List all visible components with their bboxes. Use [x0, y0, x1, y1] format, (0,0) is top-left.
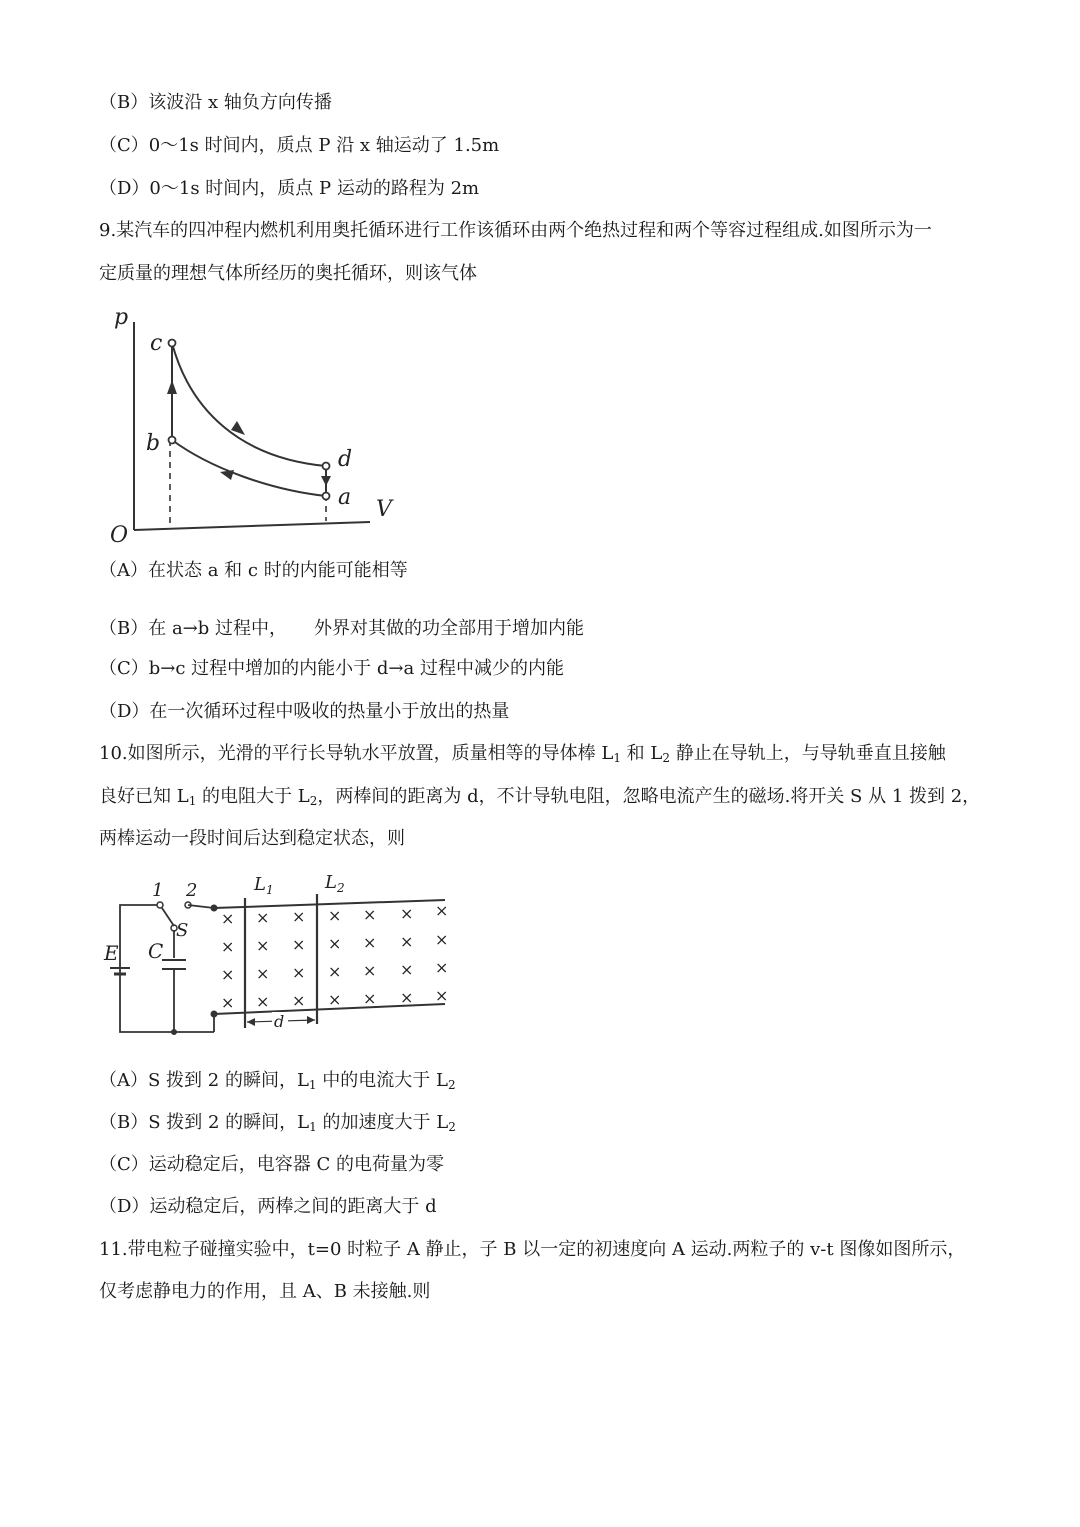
field-cross: ×: [256, 936, 270, 955]
q9-stem-line-2: 定质量的理想气体所经历的奥托循环，则该气体: [99, 263, 477, 284]
pv-point-a-label: a: [338, 485, 352, 510]
switch-terminal-2-label: 2: [186, 880, 198, 901]
field-cross: ×: [328, 906, 342, 925]
q8-option-b: （B）该波沿 x 轴负方向传播: [99, 92, 332, 113]
pv-axis-p-label: p: [114, 305, 129, 330]
q10-option-d: （D）运动稳定后，两棒之间的距离大于 d: [99, 1196, 437, 1217]
battery-e-label: E: [104, 941, 119, 965]
switch-s-label: S: [176, 920, 189, 941]
field-cross: ×: [256, 908, 270, 927]
pv-point-b-label: b: [146, 431, 161, 456]
distance-d-label: d: [274, 1012, 285, 1031]
switch-terminal-1-label: 1: [152, 880, 164, 901]
field-cross: ×: [221, 965, 235, 984]
pv-origin-label: O: [110, 523, 129, 548]
field-cross: ×: [435, 930, 449, 949]
field-cross: ×: [221, 909, 235, 928]
field-cross: ×: [256, 992, 270, 1011]
field-cross: ×: [221, 937, 235, 956]
q9-option-d: （D）在一次循环过程中吸收的热量小于放出的热量: [99, 701, 510, 722]
bar-l1-label: $L_1$: [254, 874, 274, 897]
rail-circuit-diagram: [100, 870, 460, 1045]
field-cross: ×: [256, 964, 270, 983]
q10-stem-line-1: 10.如图所示，光滑的平行长导轨水平放置，质量相等的导体棒 $L_1$ 和 $L_2$ 静止在导轨上，与导轨垂直且接触: [99, 743, 946, 765]
pv-point-c-label: c: [150, 331, 163, 356]
q10-option-c: （C）运动稳定后，电容器 C 的电荷量为零: [99, 1154, 444, 1175]
field-cross: ×: [400, 932, 414, 951]
field-cross: ×: [292, 963, 306, 982]
q10-stem-line-3: 两棒运动一段时间后达到稳定状态，则: [99, 828, 405, 849]
q9-option-b: （B）在 a→b 过程中， 外界对其做的功全部用于增加内能: [99, 618, 585, 639]
field-cross: ×: [400, 988, 414, 1007]
field-cross: ×: [363, 933, 377, 952]
q10-stem-line-2: 良好已知 $L_1$ 的电阻大于 $L_2$，两棒间的距离为 d，不计导轨电阻，忽略电流产生的磁场.将开关 S 从 1 拨到 2，: [99, 786, 981, 808]
field-cross: ×: [328, 962, 342, 981]
field-cross: ×: [363, 905, 377, 924]
field-cross: ×: [328, 934, 342, 953]
bar-l2-label: $L_2$: [325, 872, 345, 895]
field-cross: ×: [292, 935, 306, 954]
pv-point-d-label: d: [338, 447, 353, 472]
field-cross: ×: [363, 961, 377, 980]
field-cross: ×: [435, 901, 449, 920]
q10-option-a: （A）S 拨到 2 的瞬间，$L_1$ 中的电流大于 $L_2$: [99, 1070, 456, 1092]
field-cross: ×: [363, 989, 377, 1008]
q8-option-d: （D）0～1s 时间内，质点 P 运动的路程为 2m: [99, 178, 480, 199]
q9-option-a: （A）在状态 a 和 c 时的内能可能相等: [99, 560, 408, 581]
field-cross: ×: [221, 993, 235, 1012]
q9-option-c: （C）b→c 过程中增加的内能小于 d→a 过程中减少的内能: [99, 658, 564, 679]
pv-axis-v-label: V: [376, 497, 392, 522]
q9-stem-line-1: 9.某汽车的四冲程内燃机利用奥托循环进行工作该循环由两个绝热过程和两个等容过程组成.如图所示为一: [99, 220, 932, 241]
pv-diagram: [100, 300, 410, 550]
field-cross: ×: [400, 904, 414, 923]
field-cross: ×: [435, 986, 449, 1005]
q11-stem-line-1: 11.带电粒子碰撞实验中，t=0 时粒子 A 静止，子 B 以一定的初速度向 A 运动.两粒子的 v-t 图像如图所示，: [99, 1239, 966, 1260]
field-cross: ×: [400, 960, 414, 979]
q11-stem-line-2: 仅考虑静电力的作用，且 A、B 未接触.则: [99, 1281, 431, 1302]
field-cross: ×: [292, 991, 306, 1010]
capacitor-c-label: C: [148, 939, 164, 963]
field-cross: ×: [292, 907, 306, 926]
field-cross: ×: [328, 990, 342, 1009]
field-cross: ×: [435, 958, 449, 977]
q8-option-c: （C）0～1s 时间内，质点 P 沿 x 轴运动了 1.5m: [99, 135, 500, 156]
q10-option-b: （B）S 拨到 2 的瞬间，$L_1$ 的加速度大于 $L_2$: [99, 1112, 456, 1134]
